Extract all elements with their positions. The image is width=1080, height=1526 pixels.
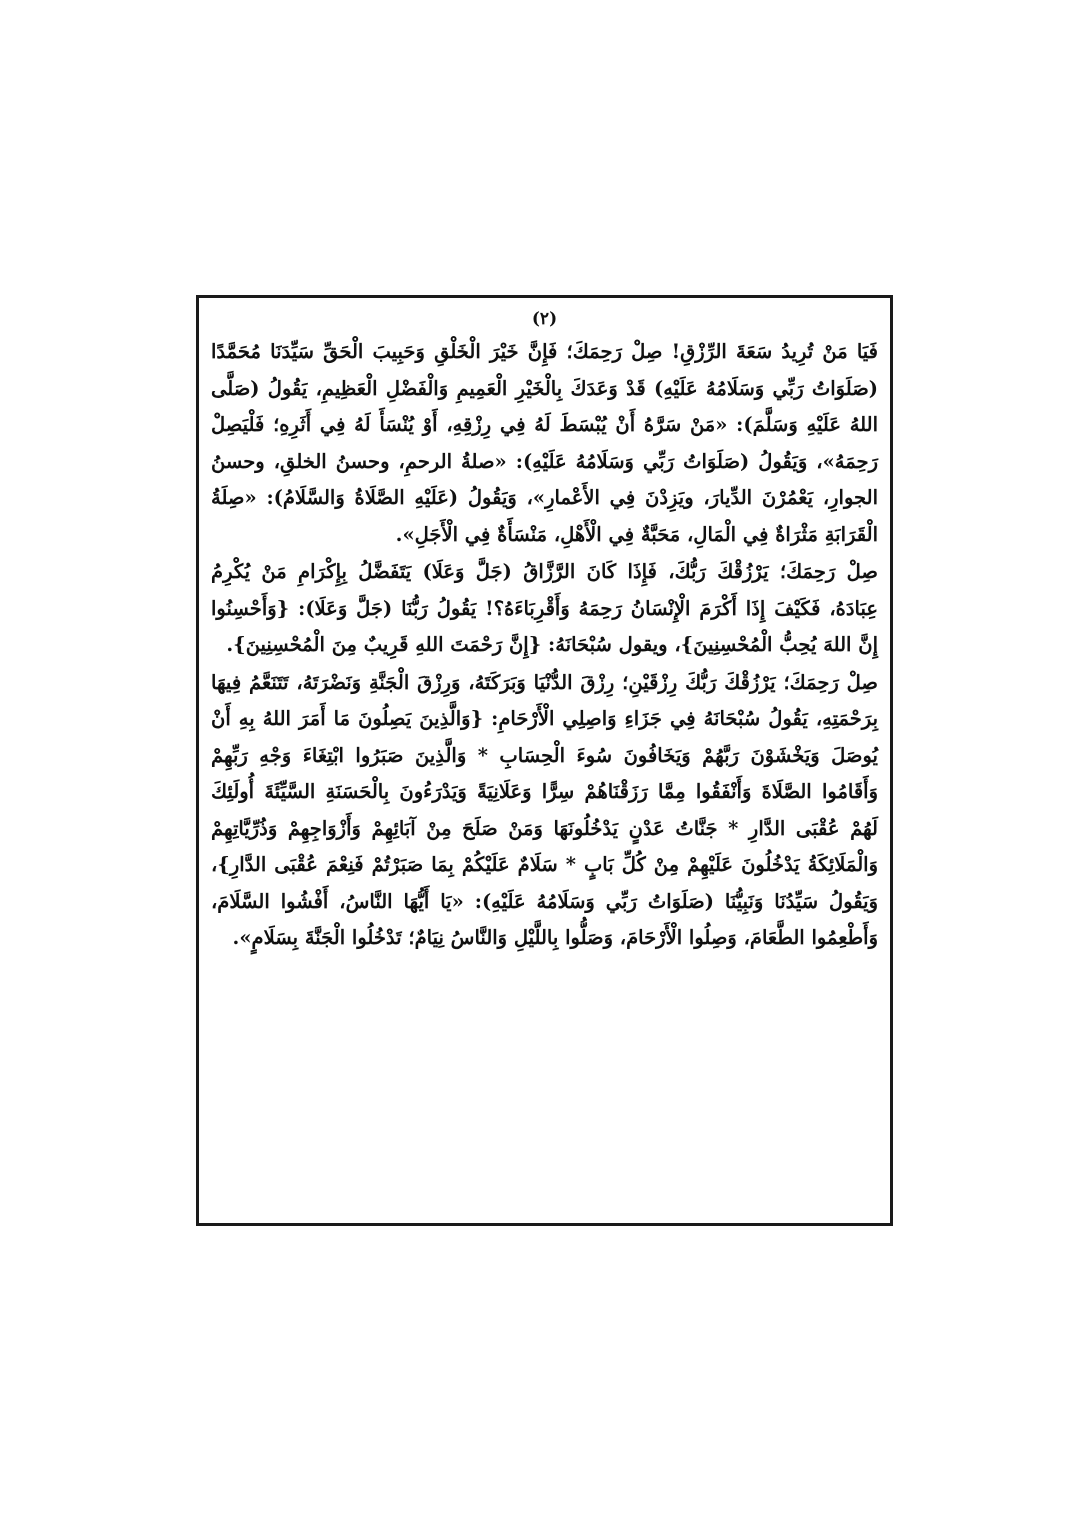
paragraph-1: فَيَا مَنْ تُرِيدُ سَعَةَ الرِّزْقِ! صِلْ رَحِمَكَ؛ فَإِنَّ خَيْرَ الْخَلْقِ وَحَبِيبَ الْحَقِّ سَيِّدَنَا مُحَمَّدًا (صَلَوَاتُ رَبِّي وَسَلَامُهُ عَلَيْهِ) قَدْ وَعَدَكَ بِالْخَيْرِ الْعَمِيمِ وَالْفَضْلِ الْعَظِيمِ، يَقُولُ (صَلَّى اللهُ عَلَيْهِ وَسَلَّمَ): «مَنْ سَرَّهُ أَنْ يُبْسَطَ لَهُ فِي رِزْقِهِ، أَوْ يُنْسَأَ لَهُ فِي أَثَرِهِ؛ فَلْيَصِلْ رَحِمَهُ»، وَيَقُولُ (صَلَوَاتُ رَبِّي وَسَلَامُهُ عَلَيْهِ): «صلةُ الرحمِ، وحسنُ الخلقِ، وحسنُ الجوارِ، يَعْمُرْنَ الدِّيارَ، ويَزِدْنَ فِي الأَعْمارِ»، وَيَقُولُ (عَلَيْهِ الصَّلَاةُ وَالسَّلَامُ): «صِلَةُ الْقَرَابَةِ مَثْرَاةٌ فِي الْمَالِ، مَحَبَّةٌ فِي الْأَهْلِ، مَنْسَأَةٌ فِي الْأَجَلِ». [211,340,878,546]
page-frame [196,295,893,1226]
paragraph-3: صِلْ رَحِمَكَ؛ يَرْزُقْكَ رَبُّكَ رِزْقَيْنِ؛ رِزْقَ الدُّنْيَا وَبَرَكَتَهُ، وَرِزْقَ الْجَنَّةِ وَنَضْرَتَهُ، تَتَنَعَّمُ فِيهَا بِرَحْمَتِهِ، يَقُولُ سُبْحَانَهُ فِي جَزَاءِ وَاصِلِي الْأَرْحَامِ: {وَالَّذِينَ يَصِلُونَ مَا أَمَرَ اللهُ بِهِ أَنْ يُوصَلَ وَيَخْشَوْنَ رَبَّهُمْ وَيَخَافُونَ سُوءَ الْحِسَابِ * وَالَّذِينَ صَبَرُوا ابْتِغَاءَ وَجْهِ رَبِّهِمْ وَأَقَامُوا الصَّلَاةَ وَأَنْفَقُوا مِمَّا رَزَقْنَاهُمْ سِرًّا وَعَلَانِيَةً وَيَدْرَءُونَ بِالْحَسَنَةِ السَّيِّئَةَ أُولَئِكَ لَهُمْ عُقْبَى الدَّارِ * جَنَّاتُ عَدْنٍ يَدْخُلُونَهَا وَمَنْ صَلَحَ مِنْ آبَائِهِمْ وَأَزْوَاجِهِمْ وَذُرِّيَّاتِهِمْ وَالْمَلَائِكَةُ يَدْخُلُونَ عَلَيْهِمْ مِنْ كُلِّ بَابٍ * سَلَامٌ عَلَيْكُمْ بِمَا صَبَرْتُمْ فَنِعْمَ عُقْبَى الدَّارِ}، وَيَقُولُ سَيِّدُنَا وَنَبِيُّنَا (صَلَوَاتُ رَبِّي وَسَلَامُهُ عَلَيْهِ): «يَا أَيُّهَا النَّاسُ، أَفْشُوا السَّلَامَ، وَأَطْعِمُوا الطَّعَامَ، وَصِلُوا الْأَرْحَامَ، وَصَلُّوا بِاللَّيْلِ وَالنَّاسُ نِيَامٌ؛ تَدْخُلُوا الْجَنَّةَ بِسَلَامٍ». [211,670,878,949]
paragraph-2: صِلْ رَحِمَكَ؛ يَرْزُقْكَ رَبُّكَ، فَإِذَا كَانَ الرَّزَّاقُ (جَلَّ وَعَلَا) يَتَفَضَّلُ بِإِكْرَامِ مَنْ يُكْرِمُ عِبَادَهُ، فَكَيْفَ إِذَا أَكْرَمَ الْإِنْسَانُ رَحِمَهُ وَأَقْرِبَاءَهُ؟! يَقُولُ رَبُّنَا (جَلَّ وَعَلَا): {وَأَحْسِنُوا إِنَّ اللهَ يُحِبُّ الْمُحْسِنِينَ}، ويقول سُبْحَانَهُ: {إِنَّ رَحْمَتَ اللهِ قَرِيبٌ مِنَ الْمُحْسِنِينَ}. [211,560,878,656]
page-number: (٢) [531,309,558,329]
